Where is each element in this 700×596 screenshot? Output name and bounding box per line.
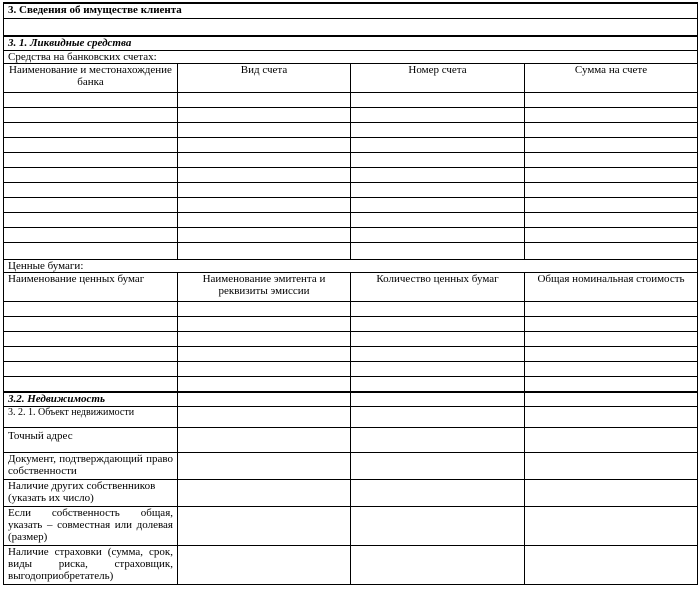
blank-cell [351,377,525,393]
blank-cell [525,228,698,243]
blank-cell [178,153,351,168]
blank-cell [351,546,525,585]
securities-blank-row [4,332,698,347]
blank-cell [525,198,698,213]
spacer-row [4,19,698,37]
blank-cell [4,168,178,183]
blank-cell [178,183,351,198]
blank-cell [4,377,178,393]
bank-blank-row [4,243,698,260]
securities-blank-row [4,362,698,377]
blank-cell [525,138,698,153]
blank-cell [178,546,351,585]
realty-row [4,507,698,546]
blank-cell [4,213,178,228]
bank-blank-row [4,198,698,213]
property-table [3,2,698,585]
liquid-title: 3. 1. Ликвидные средства [4,36,698,51]
securities-blank-row [4,347,698,362]
realty-title-row [4,392,698,407]
blank-cell [351,302,525,317]
blank-cell [525,362,698,377]
bank-header-row [4,64,698,93]
securities-label-row [4,260,698,273]
bank-blank-row [4,153,698,168]
blank-cell [351,332,525,347]
bank-accounts-label: Средства на банковских счетах: [4,51,698,64]
blank-cell [525,347,698,362]
blank-cell [178,302,351,317]
blank-cell [351,407,525,428]
blank-cell [178,168,351,183]
blank-cell [525,243,698,260]
blank-cell [4,153,178,168]
blank-cell [351,453,525,480]
blank-cell [178,453,351,480]
blank-cell [178,428,351,453]
liquid-title-row [4,36,698,51]
blank-cell [351,317,525,332]
blank-cell [525,317,698,332]
bank-blank-row [4,228,698,243]
blank-cell [4,332,178,347]
securities-header-issuer: Наименование эмитента и реквизиты эмиссии [178,273,351,302]
realty-row [4,453,698,480]
blank-cell [525,507,698,546]
blank-cell [525,153,698,168]
spacer-cell [4,19,698,37]
blank-cell [351,507,525,546]
blank-cell [4,347,178,362]
bank-header-name: Наименование и местонахождение банка [4,64,178,93]
bank-header-type: Вид счета [178,64,351,93]
blank-cell [178,377,351,393]
blank-cell [178,123,351,138]
blank-cell [351,362,525,377]
blank-cell [525,407,698,428]
securities-blank-row [4,302,698,317]
blank-cell [4,317,178,332]
blank-cell [351,123,525,138]
bank-blank-row [4,213,698,228]
bank-header-number: Номер счета [351,64,525,93]
blank-cell [351,108,525,123]
blank-cell [351,183,525,198]
blank-cell [351,198,525,213]
blank-cell [525,377,698,393]
realty-document-label: Документ, подтверждающий право собственности [4,453,178,480]
securities-header-name: Наименование ценных бумаг [4,273,178,302]
blank-cell [178,317,351,332]
blank-cell [178,213,351,228]
blank-cell [525,93,698,108]
securities-blank-row [4,377,698,393]
bank-blank-row [4,123,698,138]
realty-address-label: Точный адрес [4,428,178,453]
blank-cell [178,407,351,428]
blank-cell [351,392,525,407]
bank-blank-row [4,183,698,198]
blank-cell [4,198,178,213]
blank-cell [178,108,351,123]
blank-cell [178,228,351,243]
realty-insurance-label: Наличие страховки (сумма, срок, виды риска, страховщик, выгодоприобретатель) [4,546,178,585]
blank-cell [351,93,525,108]
securities-label: Ценные бумаги: [4,260,698,273]
blank-cell [525,332,698,347]
section-title: 3. Сведения об имуществе клиента [4,3,698,19]
realty-row [4,428,698,453]
blank-cell [178,507,351,546]
securities-header-nominal: Общая номинальная стоимость [525,273,698,302]
blank-cell [4,183,178,198]
blank-cell [351,347,525,362]
blank-cell [525,168,698,183]
blank-cell [351,168,525,183]
securities-header-quantity: Количество ценных бумаг [351,273,525,302]
bank-blank-row [4,138,698,153]
realty-owners-label: Наличие других собственников (указать их число) [4,480,178,507]
blank-cell [4,362,178,377]
blank-cell [178,138,351,153]
securities-header-row [4,273,698,302]
blank-cell [525,480,698,507]
bank-label-row [4,51,698,64]
bank-blank-row [4,108,698,123]
property-form [3,2,697,585]
section-title-row [4,3,698,19]
blank-cell [178,392,351,407]
blank-cell [525,183,698,198]
securities-blank-row [4,317,698,332]
blank-cell [525,453,698,480]
blank-cell [178,480,351,507]
blank-cell [525,108,698,123]
blank-cell [525,302,698,317]
blank-cell [4,123,178,138]
blank-cell [351,228,525,243]
blank-cell [178,332,351,347]
blank-cell [178,347,351,362]
blank-cell [4,138,178,153]
blank-cell [4,93,178,108]
blank-cell [351,428,525,453]
blank-cell [178,198,351,213]
blank-cell [4,243,178,260]
blank-cell [4,302,178,317]
blank-cell [178,243,351,260]
blank-cell [351,153,525,168]
realty-object-label: 3. 2. 1. Объект недвижимости [4,407,178,428]
realty-row [4,480,698,507]
realty-title: 3.2. Недвижимость [4,392,178,407]
blank-cell [351,480,525,507]
bank-blank-row [4,168,698,183]
blank-cell [525,392,698,407]
blank-cell [525,123,698,138]
blank-cell [351,243,525,260]
blank-cell [525,428,698,453]
blank-cell [4,108,178,123]
blank-cell [178,93,351,108]
realty-ownership-type-label: Если собственность общая, указать – совместная или долевая (размер) [4,507,178,546]
bank-blank-row [4,93,698,108]
blank-cell [351,138,525,153]
realty-row [4,546,698,585]
blank-cell [351,213,525,228]
blank-cell [525,213,698,228]
blank-cell [525,546,698,585]
blank-cell [4,228,178,243]
realty-row [4,407,698,428]
blank-cell [178,362,351,377]
bank-header-sum: Сумма на счете [525,64,698,93]
